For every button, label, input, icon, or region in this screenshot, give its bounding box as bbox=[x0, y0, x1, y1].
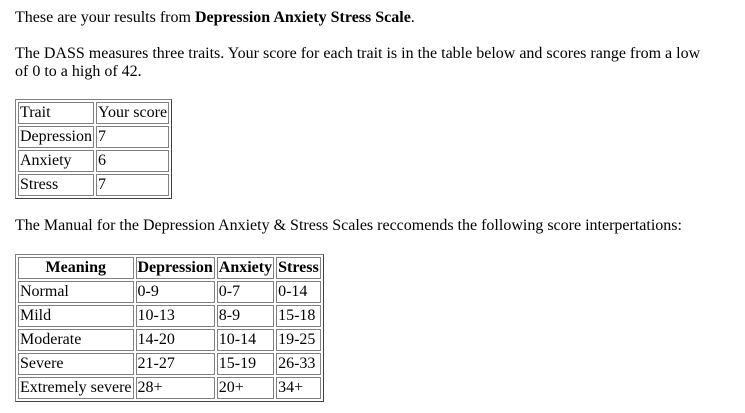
interpretation-table bbox=[15, 254, 324, 402]
meaning-cell: Severe bbox=[18, 353, 134, 375]
depression-cell: 10-13 bbox=[136, 305, 215, 327]
table-row bbox=[18, 126, 169, 148]
stress-cell: 0-14 bbox=[276, 281, 321, 303]
stress-cell: 19-25 bbox=[276, 329, 321, 351]
header-stress: Stress bbox=[276, 257, 321, 279]
header-depression: Depression bbox=[136, 257, 215, 279]
stress-cell: 15-18 bbox=[276, 305, 321, 327]
results-header-score: Your score bbox=[96, 102, 169, 124]
depression-cell: 14-20 bbox=[136, 329, 215, 351]
interpretation-header-row bbox=[18, 257, 321, 279]
score-cell: 7 bbox=[96, 126, 169, 148]
description-paragraph: The DASS measures three traits. Your score for each trait is in the table below and scores range from a low of 0 to a high of 42. bbox=[15, 45, 701, 80]
table-row bbox=[18, 377, 321, 399]
trait-cell: Anxiety bbox=[18, 150, 94, 172]
table-row bbox=[18, 174, 169, 196]
anxiety-cell: 0-7 bbox=[217, 281, 274, 303]
table-row bbox=[18, 353, 321, 375]
meaning-cell: Extremely severe bbox=[18, 377, 134, 399]
results-header-row bbox=[18, 102, 169, 124]
table-row bbox=[18, 305, 321, 327]
intro-prefix: These are your results from bbox=[15, 9, 195, 26]
header-meaning: Meaning bbox=[18, 257, 134, 279]
manual-paragraph: The Manual for the Depression Anxiety & Stress Scales reccomends the following score interpertations: bbox=[15, 217, 682, 234]
stress-cell: 26-33 bbox=[276, 353, 321, 375]
anxiety-cell: 8-9 bbox=[217, 305, 274, 327]
meaning-cell: Normal bbox=[18, 281, 134, 303]
trait-cell: Stress bbox=[18, 174, 94, 196]
depression-cell: 21-27 bbox=[136, 353, 215, 375]
meaning-cell: Mild bbox=[18, 305, 134, 327]
depression-cell: 0-9 bbox=[136, 281, 215, 303]
table-row bbox=[18, 150, 169, 172]
scale-name: Depression Anxiety Stress Scale bbox=[194, 9, 411, 26]
results-table bbox=[15, 99, 172, 199]
results-header-trait: Trait bbox=[18, 102, 94, 124]
anxiety-cell: 20+ bbox=[217, 377, 274, 399]
trait-cell: Depression bbox=[18, 126, 94, 148]
intro-suffix: . bbox=[410, 9, 415, 26]
stress-cell: 34+ bbox=[276, 377, 321, 399]
meaning-cell: Moderate bbox=[18, 329, 134, 351]
table-row bbox=[18, 281, 321, 303]
anxiety-cell: 15-19 bbox=[217, 353, 274, 375]
score-cell: 6 bbox=[96, 150, 169, 172]
depression-cell: 28+ bbox=[136, 377, 215, 399]
score-cell: 7 bbox=[96, 174, 169, 196]
table-row bbox=[18, 329, 321, 351]
header-anxiety: Anxiety bbox=[217, 257, 274, 279]
intro-paragraph bbox=[15, 9, 415, 27]
anxiety-cell: 10-14 bbox=[217, 329, 274, 351]
